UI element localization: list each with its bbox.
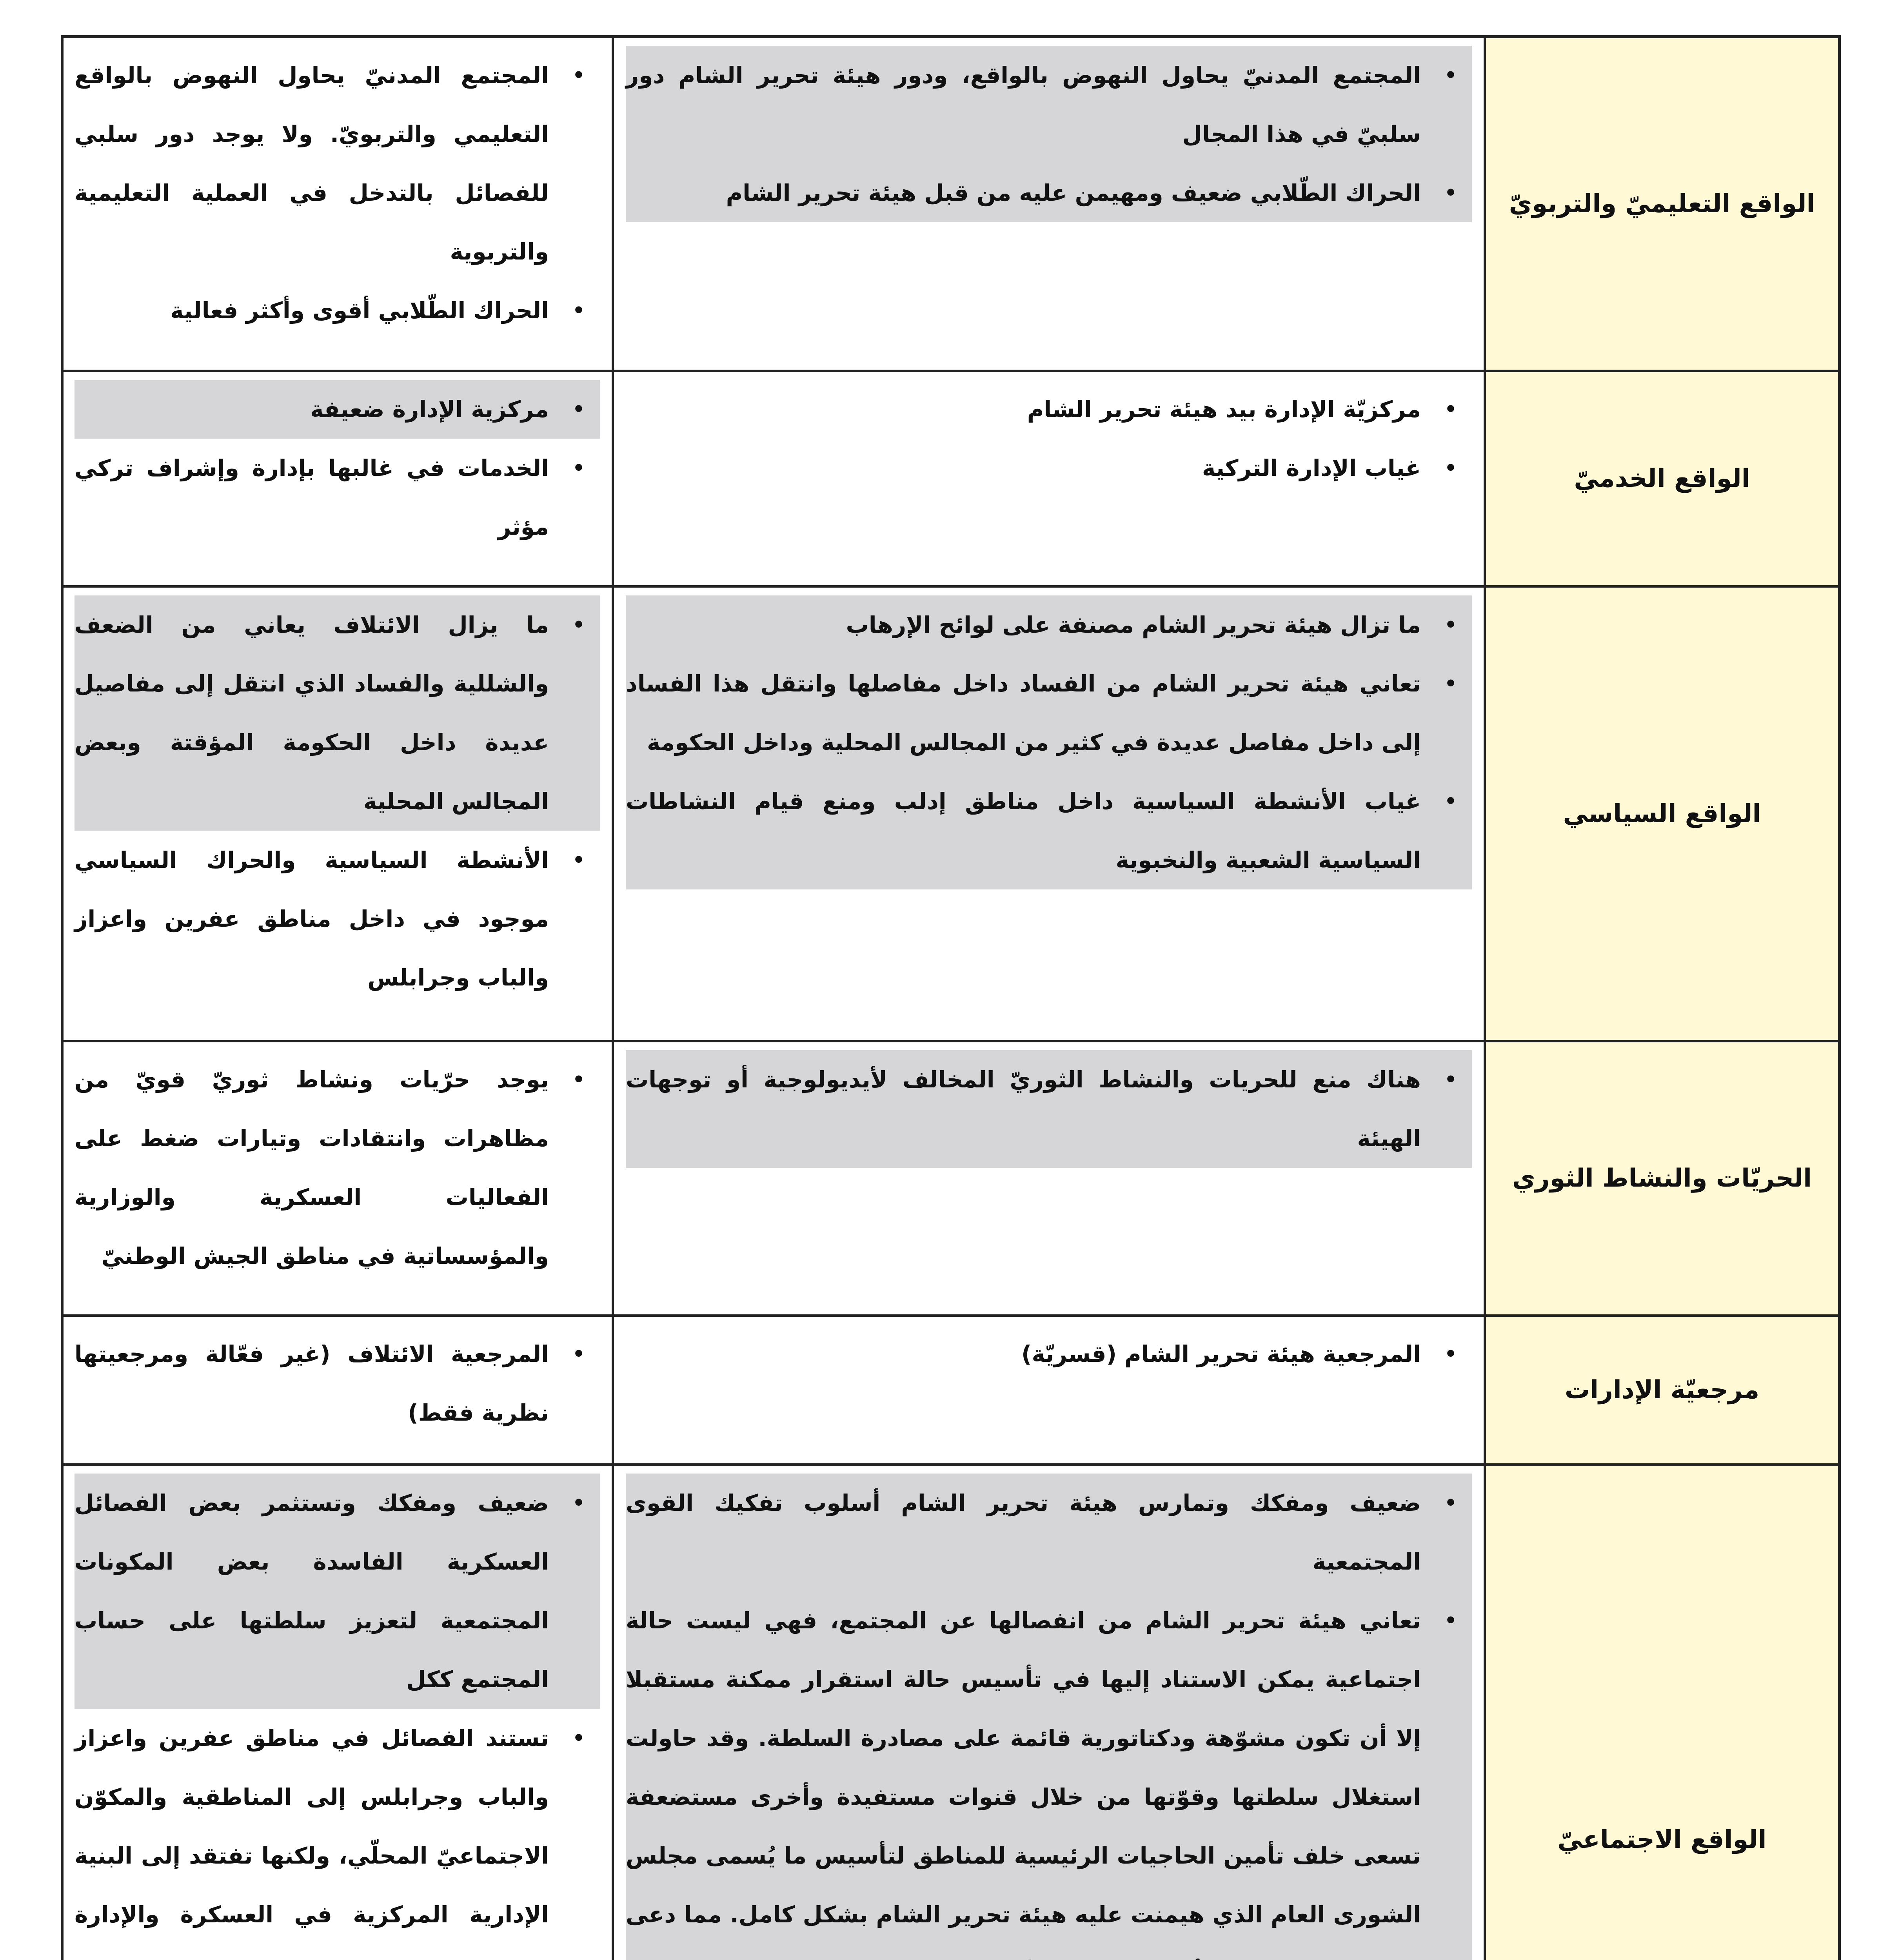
list-item: • ما تزال هيئة تحرير الشام مصنفة على لوائح الإرهاب (626, 595, 1472, 654)
list-item: • ضعيف ومفكك وتستثمر بعض الفصائل العسكرية الفاسدة بعض المكونات المجتمعية لتعزيز سلطتها على حساب المجتمع ككل (74, 1474, 600, 1709)
table-row (64, 1042, 1838, 1317)
left-cell (64, 1317, 612, 1463)
category-cell: الواقع الخدميّ (1486, 372, 1838, 585)
left-cell (64, 1466, 612, 1960)
mid-cell (612, 372, 1486, 585)
list-item: • يوجد حرّيات ونشاط ثوريّ قويّ من مظاهرات وانتقادات وتيارات ضغط على الفعاليات العسكرية والوزارية والمؤسساتية في مناطق الجيش الوطنيّ (74, 1050, 600, 1285)
list-item: • مركزيّة الإدارة بيد هيئة تحرير الشام (626, 380, 1472, 439)
table-row (64, 1466, 1838, 1960)
list-item: • هناك منع للحريات والنشاط الثوريّ المخالف لأيديولوجية أو توجهات الهيئة (626, 1050, 1472, 1168)
mid-cell (612, 588, 1486, 1040)
mid-cell (612, 1042, 1486, 1314)
list-item: • تعاني هيئة تحرير الشام من الفساد داخل مفاصلها وانتقل هذا الفساد إلى داخل مفاصل عديدة في كثير من المجالس المحلية وداخل الحكومة (626, 654, 1472, 772)
list-item: • الحراك الطّلابي ضعيف ومهيمن عليه من قبل هيئة تحرير الشام (626, 163, 1472, 222)
list-item: • الخدمات في غالبها بإدارة وإشراف تركي مؤثر (74, 439, 600, 556)
mid-cell (612, 1466, 1486, 1960)
table-row (64, 1317, 1838, 1466)
list-item: • المجتمع المدنيّ يحاول النهوض بالواقع، ودور هيئة تحرير الشام دور سلبيّ في هذا المجال (626, 46, 1472, 163)
list-item: • ضعيف ومفكك وتمارس هيئة تحرير الشام أسلوب تفكيك القوى المجتمعية (626, 1474, 1472, 1591)
list-item: • الحراك الطّلابي أقوى وأكثر فعالية (74, 281, 600, 340)
list-item: • الأنشطة السياسية والحراك السياسي موجود في داخل مناطق عفرين واعزاز والباب وجرابلس (74, 831, 600, 1007)
list-item: • غياب الإدارة التركية (626, 439, 1472, 497)
table-row (64, 372, 1838, 588)
left-cell (64, 38, 612, 370)
left-cell (64, 372, 612, 585)
category-cell: الواقع التعليميّ والتربويّ (1486, 38, 1838, 370)
list-item: • المرجعية الائتلاف (غير فعّالة ومرجعيتها نظرية فقط) (74, 1325, 600, 1442)
category-cell: الواقع السياسي (1486, 588, 1838, 1040)
list-item: • مركزية الإدارة ضعيفة (74, 380, 600, 439)
left-cell (64, 588, 612, 1040)
mid-cell (612, 38, 1486, 370)
list-item: • تستند الفصائل في مناطق عفرين واعزاز والباب وجرابلس إلى المناطقية والمكوّن الاجتماعيّ المحلّي، ولكنها تفتقد إلى البنية الإدارية المركزية في العسكرة والإدارة (74, 1709, 600, 1960)
list-item: • المجتمع المدنيّ يحاول النهوض بالواقع التعليمي والتربويّ. ولا يوجد دور سلبي للفصائل بالتدخل في العملية التعليمية والتربوية (74, 46, 600, 281)
category-cell: مرجعيّة الإدارات (1486, 1317, 1838, 1463)
table-row (64, 588, 1838, 1042)
left-cell (64, 1042, 612, 1314)
list-item: • المرجعية هيئة تحرير الشام (قسريّة) (626, 1325, 1472, 1383)
table-row (64, 38, 1838, 372)
list-item: • غياب الأنشطة السياسية داخل مناطق إدلب ومنع قيام النشاطات السياسية الشعبية والنخبوية (626, 772, 1472, 889)
comparison-table (61, 35, 1841, 1960)
category-cell: الواقع الاجتماعيّ (1486, 1466, 1838, 1960)
list-item: • تعاني هيئة تحرير الشام من انفصالها عن المجتمع، فهي ليست حالة اجتماعية يمكن الاستناد إليها في تأسيس حالة استقرار ممكنة مستقبلا إلا أن تكون مشوّهة ودكتاتورية قائمة على مصادرة السلطة. وقد حاولت استغلال سلطتها وقوّتها من خلال قنوات مستفيدة وأخرى مستضعفة تسعى خلف تأمين الحاجيات الرئيسية للمناطق لتأسيس ما يُسمى مجلس الشورى العام الذي هيمنت عليه هيئة تحرير الشام بشكل كامل. مما دعى (626, 1591, 1472, 1960)
mid-cell (612, 1317, 1486, 1463)
category-cell: الحريّات والنشاط الثوري (1486, 1042, 1838, 1314)
list-item: • ما يزال الائتلاف يعاني من الضعف والشللية والفساد الذي انتقل إلى مفاصيل عديدة داخل الحكومة المؤقتة وبعض المجالس المحلية (74, 595, 600, 831)
